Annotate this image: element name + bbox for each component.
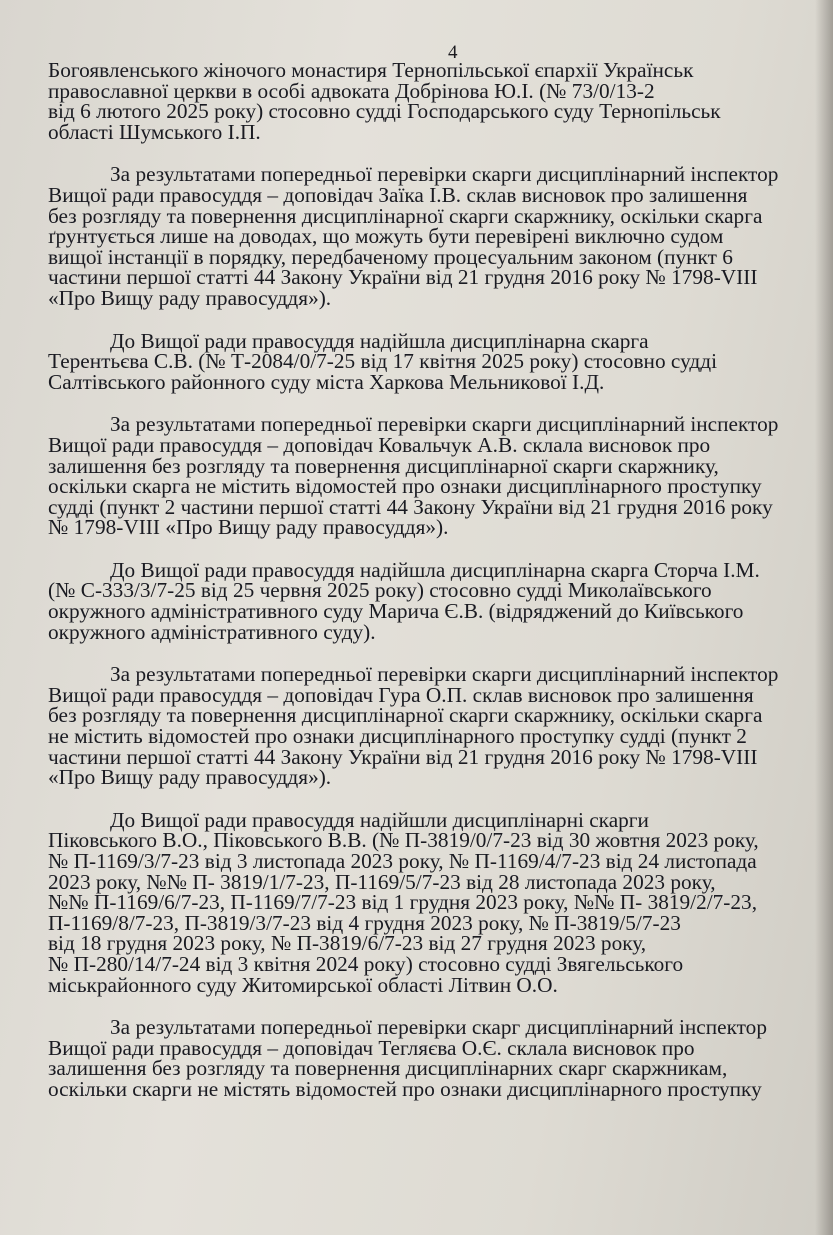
text-line: №№ П-1169/6/7-23, П-1169/7/7-23 від 1 грудня 2023 року, №№ П- 3819/2/7-23, bbox=[48, 890, 758, 915]
text-line: До Вищої ради правосуддя надійшла дисциплінарна скарга Сторча І.М. bbox=[110, 557, 760, 582]
text-line: За результатами попередньої перевірки скарги дисциплінарний інспектор bbox=[110, 412, 779, 437]
text-line: окружного адміністративного суду Марича Є.В. (відряджений до Київського bbox=[48, 599, 744, 624]
paragraph-3 bbox=[48, 328, 818, 394]
text-line: № П-280/14/7-24 від 3 квітня 2024 року) стосовно судді Звягельського bbox=[48, 951, 684, 976]
text-line: Терентьєва С.В. (№ Т-2084/0/7-25 від 17 квітня 2025 року) стосовно судді bbox=[48, 349, 717, 374]
text-line: без розгляду та повернення дисциплінарної скарги скаржнику, оскільки скарга bbox=[48, 703, 763, 728]
paragraph-2 bbox=[48, 164, 818, 308]
text-line: Піковського В.О., Піковського В.В. (№ П-3819/0/7-23 від 30 жовтня 2023 року, bbox=[48, 828, 759, 853]
text-line: не містить відомостей про ознаки дисциплінарного проступку судді (пункт 2 bbox=[48, 724, 747, 749]
text-line: частини першої статті 44 Закону України від 21 грудня 2016 року № 1798-VIII bbox=[48, 265, 758, 290]
paragraph-5 bbox=[48, 557, 818, 644]
text-line: За результатами попередньої перевірки скарг дисциплінарний інспектор bbox=[110, 1015, 767, 1040]
text-line: окружного адміністративного суду). bbox=[48, 619, 376, 644]
paragraph-4 bbox=[48, 414, 818, 538]
text-line: Вищої ради правосуддя – доповідач Тегляєва О.Є. склала висновок про bbox=[48, 1035, 695, 1060]
text-line: 2023 року, №№ П- 3819/1/7-23, П-1169/5/7-23 від 28 листопада 2023 року, bbox=[48, 869, 716, 894]
text-line: За результатами попередньої перевірки скарги дисциплінарний інспектор bbox=[110, 662, 779, 687]
text-line: Богоявленського жіночого монастиря Тернопільської єпархії Українськ bbox=[48, 58, 694, 82]
text-line: оскільки скарги не містять відомостей про ознаки дисциплінарного проступку bbox=[48, 1076, 762, 1101]
text-line: судді (пункт 2 частини першої статті 44 Закону України від 21 грудня 2016 року bbox=[48, 494, 773, 519]
text-line: За результатами попередньої перевірки скарги дисциплінарний інспектор bbox=[110, 162, 779, 187]
text-line: № П-1169/3/7-23 від 3 листопада 2023 року, № П-1169/4/7-23 від 24 листопада bbox=[48, 849, 757, 873]
text-line: міськрайонного суду Житомирської області Літвин О.О. bbox=[48, 972, 558, 997]
text-line: оскільки скарга не містить відомостей про ознаки дисциплінарного проступку bbox=[48, 474, 762, 499]
text-line: «Про Вищу раду правосуддя»). bbox=[48, 285, 332, 310]
text-line: частини першої статті 44 Закону України від 21 грудня 2016 року № 1798-VIII bbox=[48, 744, 758, 769]
text-line: До Вищої ради правосуддя надійшла дисциплінарна скарга bbox=[110, 328, 649, 353]
text-line: області Шумського І.П. bbox=[48, 119, 261, 144]
text-line: (№ С-333/3/7-25 від 25 червня 2025 року) стосовно судді Миколаївського bbox=[48, 578, 712, 603]
text-line: від 18 грудня 2023 року, № П-3819/6/7-23 від 27 грудня 2023 року, bbox=[48, 931, 647, 956]
text-line: ґрунтується лише на доводах, що можуть бути перевірені виключно судом bbox=[48, 224, 724, 249]
text-line: Вищої ради правосуддя – доповідач Заїка І.В. склав висновок про залишення bbox=[48, 182, 748, 207]
text-line: від 6 лютого 2025 року) стосовно судді Господарського суду Тернопільськ bbox=[48, 99, 721, 124]
text-line: залишення без розгляду та повернення дисциплінарних скарг скаржникам, bbox=[48, 1056, 728, 1081]
text-line: Вищої ради правосуддя – доповідач Гура О.П. склав висновок про залишення bbox=[48, 682, 754, 707]
document-body bbox=[48, 60, 818, 1122]
paragraph-7 bbox=[48, 807, 818, 997]
page-number: 4 bbox=[448, 42, 458, 63]
text-line: До Вищої ради правосуддя надійшли дисциплінарні скарги bbox=[110, 807, 649, 832]
paragraph-6 bbox=[48, 664, 818, 788]
text-line: Вищої ради правосуддя – доповідач Ковальчук А.В. склала висновок про bbox=[48, 432, 711, 457]
text-line: без розгляду та повернення дисциплінарної скарги скаржнику, оскільки скарга bbox=[48, 203, 763, 228]
paragraph-8 bbox=[48, 1017, 818, 1099]
text-line: П-1169/8/7-23, П-3819/3/7-23 від 4 грудня 2023 року, № П-3819/5/7-23 bbox=[48, 910, 681, 935]
text-line: залишення без розгляду та повернення дисциплінарної скарги скаржнику, bbox=[48, 453, 719, 478]
text-line: № 1798-VIII «Про Вищу раду правосуддя»). bbox=[48, 515, 449, 540]
text-line: Салтівського районного суду міста Харкова Мельникової І.Д. bbox=[48, 369, 605, 394]
paragraph-1 bbox=[48, 60, 818, 142]
text-line: православної церкви в особі адвоката Добрінова Ю.І. (№ 73/0/13-2 bbox=[48, 78, 655, 103]
text-line: вищої інстанції в порядку, передбаченому процесуальним законом (пункт 6 bbox=[48, 244, 733, 269]
text-line: «Про Вищу раду правосуддя»). bbox=[48, 765, 332, 790]
